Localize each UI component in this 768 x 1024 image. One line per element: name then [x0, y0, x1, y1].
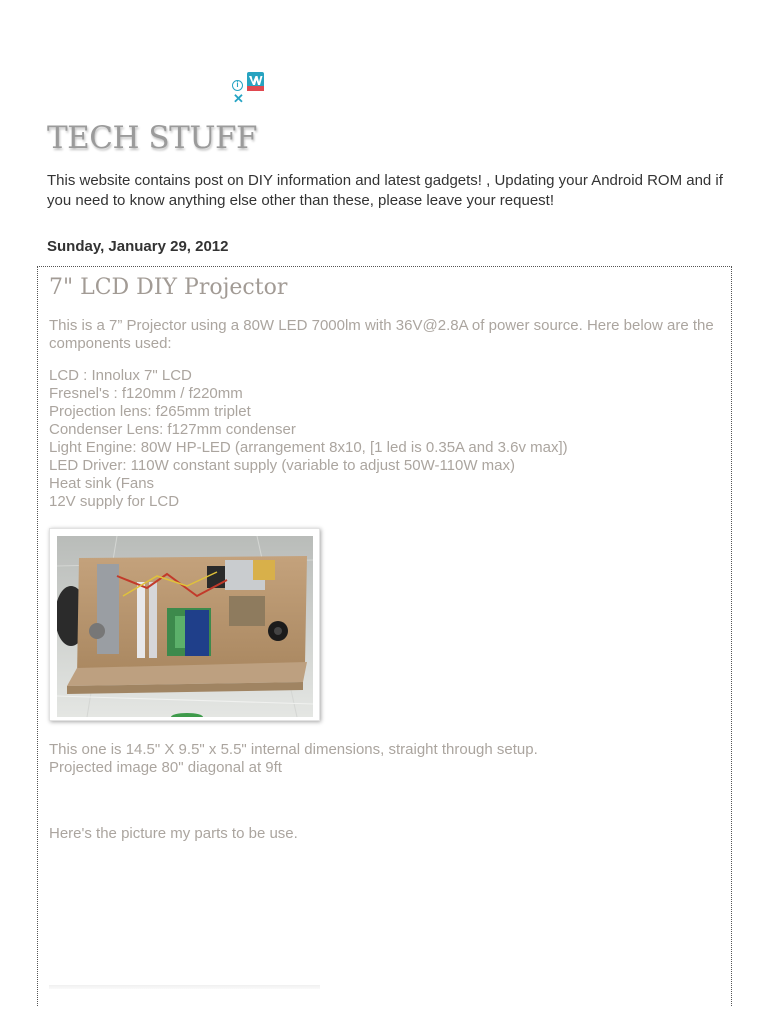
ad-brand-logo-icon[interactable] [247, 72, 264, 91]
component-item: Condenser Lens: f127mm condenser [49, 421, 296, 438]
ad-badge[interactable] [232, 72, 266, 106]
post-container [37, 266, 732, 1006]
projection-line: Projected image 80" diagonal at 9ft [49, 759, 282, 776]
parts-caption: Here's the picture my parts to be use. [49, 825, 298, 842]
ad-close-icon[interactable]: ✕ [233, 91, 244, 106]
component-item: LCD : Innolux 7" LCD [49, 367, 192, 384]
components-list [49, 367, 727, 511]
component-item: Fresnel's : f120mm / f220mm [49, 385, 243, 402]
post-date-header: Sunday, January 29, 2012 [47, 238, 229, 255]
post-intro-text: This is a 7” Projector using a 80W LED 7000lm with 36V@2.8A of power source. Here below are the components used: [49, 317, 714, 352]
post-dimensions-text [49, 741, 727, 777]
blog-description: This website contains post on DIY information and latest gadgets! , Updating your Android ROM and if you need to know anything else other than these, please leave your request! [47, 172, 723, 209]
component-item: Heat sink (Fans [49, 475, 155, 492]
blog-title[interactable]: TECH STUFF [47, 120, 257, 156]
component-item: LED Driver: 110W constant supply (variable to adjust 50W-110W max) [49, 457, 516, 474]
projector-photo-link[interactable] [49, 528, 320, 721]
component-item: Projection lens: f265mm triplet [49, 403, 251, 420]
ad-info-icon[interactable]: i [232, 80, 243, 91]
component-item: 12V supply for LCD [49, 493, 180, 510]
component-item: Light Engine: 80W HP-LED (arrangement 8x10, [1 led is 0.35A and 3.6v max]) [49, 439, 568, 456]
post-title[interactable]: 7" LCD DIY Projector [49, 275, 288, 300]
projector-photo[interactable] [57, 536, 313, 717]
dimensions-line: This one is 14.5" X 9.5" x 5.5" internal dimensions, straight through setup. [49, 741, 538, 758]
next-image-placeholder [49, 985, 320, 989]
